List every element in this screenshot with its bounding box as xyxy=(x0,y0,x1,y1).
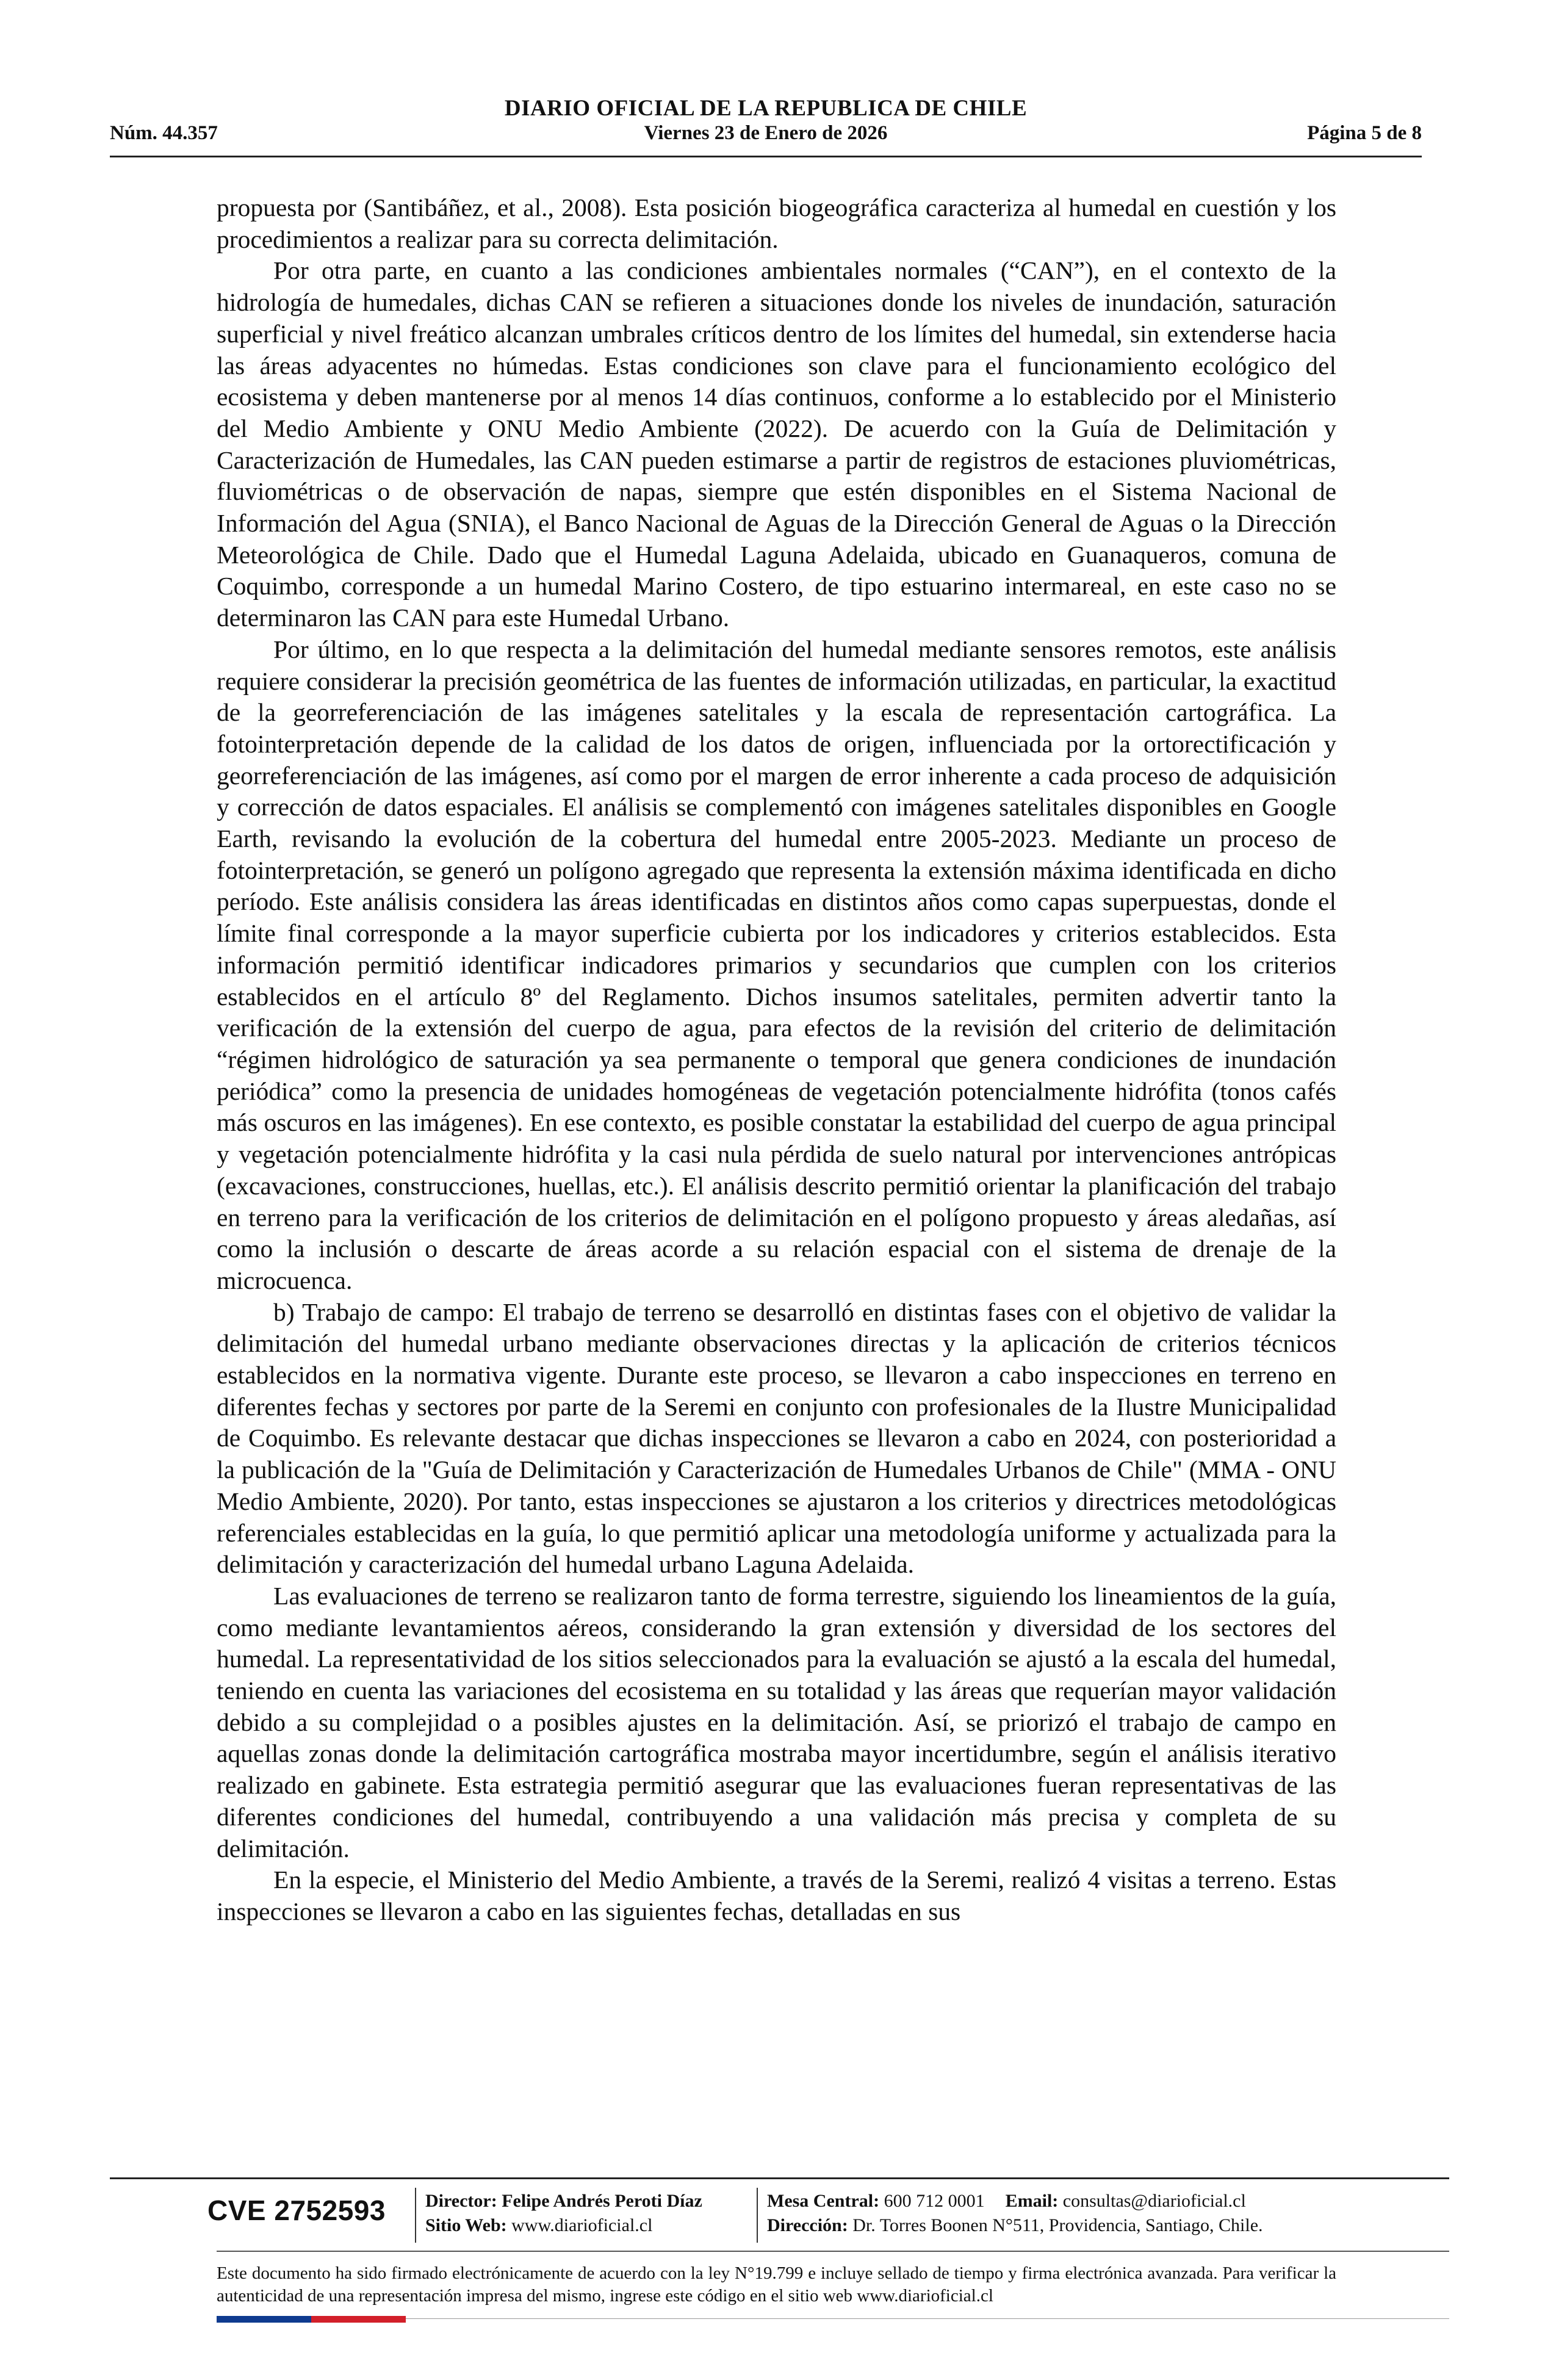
footer-separator xyxy=(415,2188,416,2243)
email-label: Email: xyxy=(1005,2191,1059,2211)
footer-contact-block xyxy=(767,2189,1263,2238)
paragraph: En la especie, el Ministerio del Medio Ambiente, a través de la Seremi, realizó 4 visitas a terreno. Estas inspecciones se llevaron a cabo en las siguientes fechas, detalladas en sus xyxy=(217,1866,1336,1925)
document-body xyxy=(217,192,1336,1928)
footer-divider xyxy=(217,2251,1449,2252)
legal-notice: Este documento ha sido firmado electrónicamente de acuerdo con la ley N°19.799 e incluye sellado de tiempo y firma electrónica avanzada. Para verificar la autenticidad de una representación impresa del mismo, ingrese este código en el sitio web www.diarioficial.cl xyxy=(217,2263,1336,2306)
publication-date: Viernes 23 de Enero de 2026 xyxy=(644,122,888,144)
paragraph: Por otra parte, en cuanto a las condiciones ambientales normales (“CAN”), en el contexto de la hidrología de humedales, dichas CAN se refieren a situaciones donde los niveles de inundación, saturación superficial y nivel freático alcanzan umbrales críticos dentro de los límites del humedal, sin extenderse hacia las áreas adyacentes no húmedas. Estas condiciones son clave para el funcionamiento ecológico del ecosistema y deben mantenerse por al menos 14 días continuos, conforme a lo establecido por el Ministerio del Medio Ambiente y ONU Medio Ambiente (2022). De acuerdo con la Guía de Delimitación y Caracterización de Humedales, las CAN pueden estimarse a partir de registros de estaciones pluviométricas, fluviométricas o de observación de napas, siempre que estén disponibles en el Sistema Nacional de Información del Agua (SNIA), el Banco Nacional de Aguas de la Dirección General de Aguas o la Dirección Meteorológica de Chile. Dado que el Humedal Laguna Adelaida, ubicado en Guanaqueros, comuna de Coquimbo, corresponde a un humedal Marino Costero, de tipo estuarino intermareal, en este caso no se determinaron las CAN para este Humedal Urbano. xyxy=(217,256,1336,632)
publication-title: DIARIO OFICIAL DE LA REPUBLICA DE CHILE xyxy=(504,96,1028,121)
address-label: Dirección: xyxy=(767,2215,848,2235)
website-label: Sitio Web: xyxy=(425,2215,507,2235)
page-number: Página 5 de 8 xyxy=(1307,122,1422,144)
paragraph: Las evaluaciones de terreno se realizaron tanto de forma terrestre, siguiendo los lineamientos de la guía, como mediante levantamientos aéreos, considerando la gran extensión y diversidad de los sectores del humedal. La representatividad de los sitios seleccionados para la evaluación se ajustó a la escala del humedal, teniendo en cuenta las variaciones del ecosistema en su totalidad y las áreas que requerían mayor validación debido a su complejidad o a posibles ajustes en la delimitación. Así, se priorizó el trabajo de campo en aquellas zonas donde la delimitación cartográfica mostraba mayor incertidumbre, según el análisis iterativo realizado en gabinete. Esta estrategia permitió asegurar que las evaluaciones fueran representativas de las diferentes condiciones del humedal, contribuyendo a una validación más precisa y completa de su delimitación. xyxy=(217,1581,1336,1863)
website-link[interactable]: www.diarioficial.cl xyxy=(511,2215,653,2235)
cve-code: CVE 2752593 xyxy=(207,2194,386,2226)
paragraph: b) Trabajo de campo: El trabajo de terreno se desarrolló en distintas fases con el objetivo de validar la delimitación del humedal urbano mediante observaciones directas y la aplicación de criterios técnicos establecidos en la normativa vigente. Durante este proceso, se llevaron a cabo inspecciones en terreno en diferentes fechas y sectores por parte de la Seremi en conjunto con profesionales de la Ilustre Municipalidad de Coquimbo. Es relevante destacar que dichas inspecciones se llevaron a cabo en 2024, con posterioridad a la publicación de la "Guía de Delimitación y Caracterización de Humedales Urbanos de Chile" (MMA - ONU Medio Ambiente, 2020). Por tanto, estas inspecciones se ajustaron a los criterios y directrices metodológicas referenciales establecidas en la guía, lo que permitió aplicar una metodología uniforme y actualizada para la delimitación y caracterización del humedal urbano Laguna Adelaida. xyxy=(217,1297,1336,1579)
footer-separator xyxy=(757,2188,758,2243)
director-name: Felipe Andrés Peroti Díaz xyxy=(502,2191,702,2211)
footer-bottom-line xyxy=(406,2318,1449,2319)
page-footer xyxy=(110,2182,1449,2249)
paragraph: propuesta por (Santibáñez, et al., 2008). Esta posición biogeográfica caracteriza al humedal en cuestión y los procedimientos a realizar para su correcta delimitación. xyxy=(217,193,1336,253)
flag-red-segment xyxy=(311,2316,406,2323)
address-value: Dr. Torres Boonen N°511, Providencia, Santiago, Chile. xyxy=(852,2215,1263,2235)
footer-divider-top xyxy=(110,2177,1449,2179)
director-label: Director: xyxy=(425,2191,497,2211)
header-divider xyxy=(110,156,1422,157)
flag-stripe xyxy=(217,2316,406,2323)
page-header xyxy=(110,92,1422,159)
email-link[interactable]: consultas@diarioficial.cl xyxy=(1062,2191,1246,2211)
phone-label: Mesa Central: xyxy=(767,2191,880,2211)
issue-number: Núm. 44.357 xyxy=(110,122,218,144)
paragraph: Por último, en lo que respecta a la delimitación del humedal mediante sensores remotos, este análisis requiere considerar la precisión geométrica de las fuentes de información utilizadas, en particular, la exactitud de la georreferenciación de las imágenes satelitales y la escala de representación cartográfica. La fotointerpretación depende de la calidad de los datos de origen, influenciada por la ortorectificación y georreferenciación de las imágenes, así como por el margen de error inherente a cada proceso de adquisición y corrección de datos espaciales. El análisis se complementó con imágenes satelitales disponibles en Google Earth, revisando la evolución de la cobertura del humedal entre 2005-2023. Mediante un proceso de fotointerpretación, se generó un polígono agregado que representa la extensión máxima identificada en dicho período. Este análisis considera las áreas identificadas en distintos años como capas superpuestas, donde el límite final corresponde a la mayor superficie cubierta por los indicadores y criterios establecidos. Esta información permitió identificar indicadores primarios y secundarios que cumplen con los criterios establecidos en el artículo 8º del Reglamento. Dichos insumos satelitales, permiten advertir tanto la verificación de la extensión del cuerpo de agua, para efectos de la revisión del criterio de delimitación “régimen hidrológico de saturación ya sea permanente o temporal que genera condiciones de inundación periódica” como la presencia de unidades homogéneas de vegetación potencialmente hidrófita (tonos cafés más oscuros en las imágenes). En ese contexto, es posible constatar la estabilidad del cuerpo de agua principal y vegetación potencialmente hidrófita y la casi nula pérdida de suelo natural por intervenciones antrópicas (excavaciones, construcciones, huellas, etc.). El análisis descrito permitió orientar la planificación del trabajo en terreno para la verificación de los criterios de delimitación en el polígono propuesto y áreas aledañas, así como la inclusión o descarte de áreas acorde a su relación espacial con el sistema de drenaje de la microcuenca. xyxy=(217,635,1336,1294)
flag-blue-segment xyxy=(217,2316,311,2323)
footer-director-block xyxy=(425,2189,702,2238)
phone-value: 600 712 0001 xyxy=(884,2191,985,2211)
